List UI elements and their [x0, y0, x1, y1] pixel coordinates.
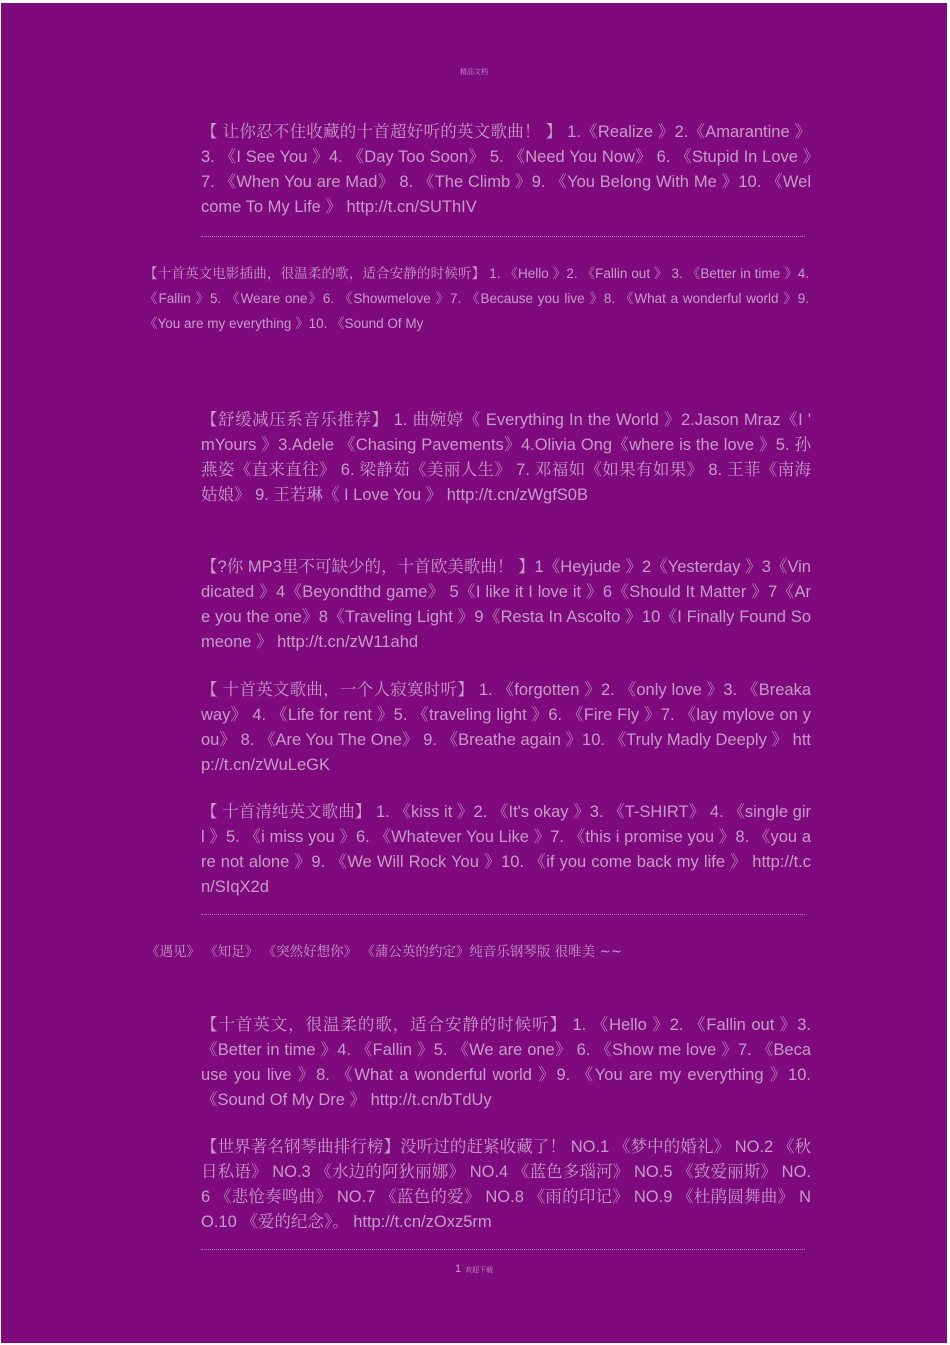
- paragraph-ten-english-songs: 【 让你忍不住收藏的十首超好听的英文歌曲！ 】 1.《Realize 》2.《Amarantine 》3. 《I See You 》4. 《Day Too Soon》 5. 《Need You Now》 6. 《Stupid In Love 》7. 《When You are Mad》 8. 《The Climb 》9. 《You Belong With Me 》10. 《Welcome To My Life 》 http://t.cn/SUThIV: [201, 123, 811, 216]
- dotted-divider: [201, 236, 805, 237]
- page-number: 1: [454, 1263, 462, 1275]
- document-page: [1, 3, 947, 1343]
- paragraph-movie-songs: 【十首英文电影插曲，很温柔的歌，适合安静的时候听】 1. 《Hello 》2. 《Fallin out 》 3. 《Better in time 》4. 《Fallin 》5. 《Weare one》6. 《Showmelove 》7. 《Because you live 》8. 《What a wonderful world 》9. 《You are my everything 》10. 《Sound Of My: [144, 266, 809, 331]
- paragraph-piano-ranking: 【世界著名钢琴曲排行榜】没听过的赶紧收藏了！ NO.1 《梦中的婚礼》 NO.2 《秋日私语》 NO.3 《水边的阿狄丽娜》 NO.4 《蓝色多瑙河》 NO.5 《致爱丽斯》 NO.6 《悲怆奏鸣曲》 NO.7 《蓝色的爱》 NO.8 《雨的印记》 NO.9 《杜鹃圆舞曲》 NO.10 《爱的纪念》。 http://t.cn/zOxz5rm: [201, 1138, 811, 1231]
- dotted-divider: [201, 1249, 805, 1250]
- page-footer: [1, 1263, 947, 1275]
- paragraph-lonely-songs: 【 十首英文歌曲，一个人寂寞时听】 1. 《forgotten 》2. 《only love 》3. 《Breakaway》 4. 《Life for rent 》5. 《traveling light 》6. 《Fire Fly 》7. 《lay mylove on you》 8. 《Are You The One》 9. 《Breathe again 》10. 《Truly Madly Deeply 》 http://t.cn/zWuLeGK: [201, 681, 811, 774]
- paragraph-piano-list: 《遇见》 《知足》 《突然好想你》 《蒲公英的约定》纯音乐钢琴版 很唯美 ~~: [146, 944, 623, 960]
- paragraph-relax-music: 【舒缓减压系音乐推荐】 1. 曲婉婷《 Everything In the World 》2.Jason Mraz《I ' mYours 》3.Adele 《Chasing Pavements》4.Olivia Ong《where is the love 》5. 孙燕姿《直来直往》 6. 梁静茹《美丽人生》 7. 邓福如《如果有如果》 8. 王菲《南海姑娘》 9. 王若琳《 I Love You 》 http://t.cn/zWgfS0B: [201, 411, 811, 504]
- page-header: 精品文档: [460, 69, 488, 76]
- dotted-divider: [201, 914, 805, 915]
- paragraph-gentle-songs: 【十首英文，很温柔的歌，适合安静的时候听】 1. 《Hello 》2. 《Fallin out 》3. 《Better in time 》4. 《Fallin 》5. 《We are one》 6. 《Show me love 》7. 《Because you live 》8. 《What a wonderful world 》9. 《You are my everything 》10. 《Sound Of My Dre 》 http://t.cn/bTdUy: [201, 1016, 811, 1109]
- paragraph-mp3-songs: 【?你 MP3里不可缺少的，十首欧美歌曲！ 】1《Heyjude 》2《Yesterday 》3《Vindicated 》4《Beyondthd game》 5《I like it I love it 》6《Should It Matter 》7《Are you the one》8《Traveling Light 》9《Resta In Ascolto 》10《I Finally Found Someone 》 http://t.cn/zW11ahd: [201, 558, 811, 651]
- footer-label: 欢迎下载: [465, 1267, 494, 1274]
- paragraph-pure-songs: 【 十首清纯英文歌曲】 1. 《kiss it 》2. 《It's okay 》3. 《T-SHIRT》 4. 《single girl 》5. 《i miss you 》6. 《Whatever You Like 》7. 《this i promise you 》8. 《you are not alone 》9. 《We Will Rock You 》10. 《if you come back my life 》 http://t.cn/SIqX2d: [201, 803, 811, 896]
